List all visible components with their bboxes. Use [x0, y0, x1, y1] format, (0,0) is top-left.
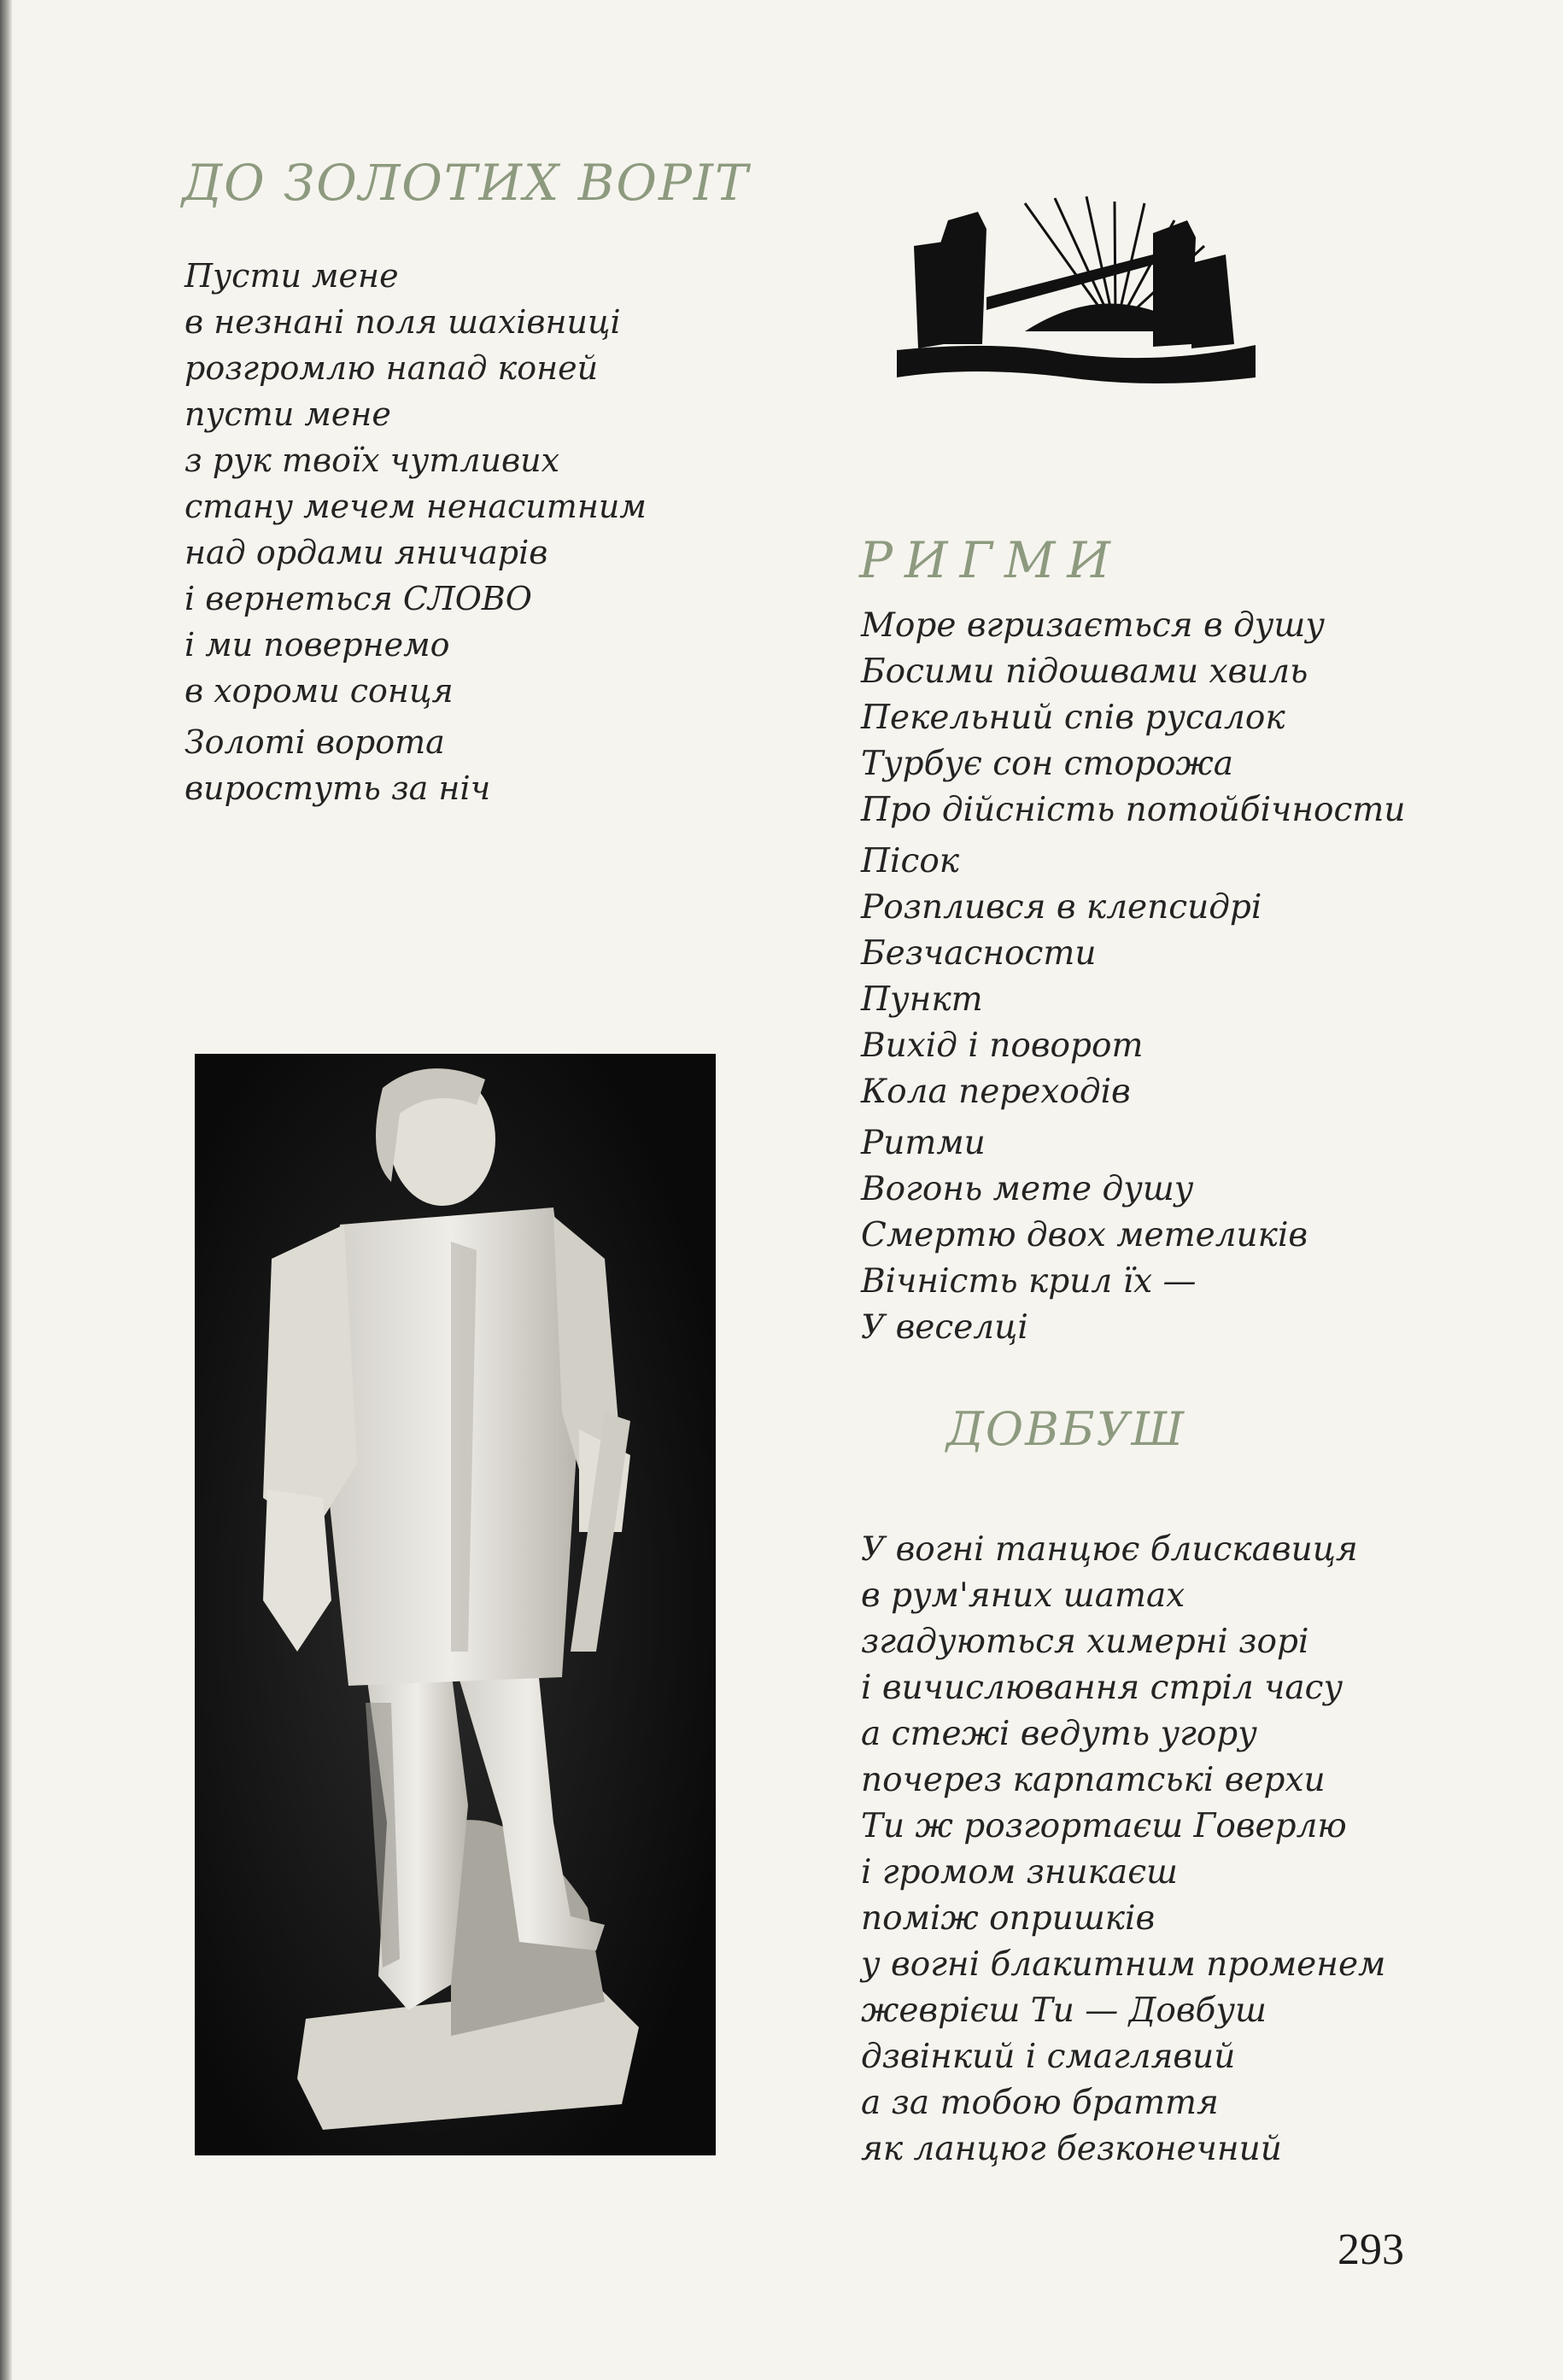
poem-line: згадуються химерні зорі — [861, 1623, 1309, 1661]
poem-line: Вічність крил їх — — [861, 1262, 1197, 1301]
poem-line: і вичислювання стріл часу — [861, 1669, 1343, 1707]
dovbush-statue-photo — [195, 1054, 716, 2155]
poem-line: почерез карпатські верхи — [861, 1761, 1326, 1799]
poem-line: Пункт — [861, 980, 983, 1019]
poem-line: пусти мене — [184, 395, 391, 433]
poem-title-ryhmy: РИГМИ — [859, 531, 1122, 589]
poem-line: Вогонь мете душу — [861, 1170, 1194, 1208]
page-number: 293 — [1338, 2225, 1404, 2274]
poem-line: поміж опришків — [861, 1899, 1156, 1938]
page-binding-edge — [0, 0, 12, 2380]
poem-line: Турбує сон сторожа — [861, 745, 1234, 783]
poem-lines-ryhmy — [861, 603, 1405, 1351]
poem-line: Золоті ворота — [184, 723, 445, 761]
poem-line: з рук твоїх чутливих — [184, 441, 560, 479]
poem-line: Кола переходів — [861, 1073, 1131, 1111]
poem-line: розгромлю напад коней — [184, 349, 599, 387]
poem-line: Пісок — [861, 842, 960, 880]
poem-line: в рум'яних шатах — [861, 1576, 1185, 1615]
poem-line: а стежі ведуть угору — [861, 1715, 1257, 1753]
poem-line: і ми повернемо — [184, 626, 450, 664]
poem-line: Смертю двох метеликів — [861, 1216, 1308, 1254]
poem-title-dovbush: ДОВБУШ — [946, 1402, 1186, 1456]
poem-line: і вернеться СЛОВО — [184, 580, 532, 617]
poem-line: Пекельний спів русалок — [861, 699, 1285, 737]
poem-line: над ордами яничарів — [184, 534, 548, 571]
poem-line: як ланцюг безконечний — [861, 2130, 1282, 2168]
poem-line: стану мечем ненаситним — [184, 488, 647, 525]
poem-line: Пусти мене — [184, 257, 399, 295]
poem-lines-do-zolotykh-vorit — [184, 253, 647, 811]
poem-line: Розплився в клепсидрі — [861, 888, 1262, 927]
poem-line: жеврієш Ти — Довбуш — [861, 1991, 1267, 2030]
poem-line: Ритми — [861, 1124, 986, 1162]
poem-line: в хороми сонця — [184, 672, 454, 710]
golden-gate-emblem-icon — [897, 195, 1256, 400]
poem-line: У вогні танцює блискавиця — [861, 1530, 1358, 1569]
poem-lines-dovbush — [861, 1527, 1385, 2172]
poem-line: Море вгризається в душу — [861, 606, 1325, 645]
poem-line: в незнані поля шахівниці — [184, 303, 621, 341]
poem-line: у вогні блакитним променем — [861, 1945, 1386, 1984]
poem-line: У веселці — [861, 1308, 1028, 1347]
poem-line: дзвінкий і смаглявий — [861, 2038, 1236, 2076]
poem-line: Ти ж розгортаєш Говерлю — [861, 1807, 1347, 1845]
poem-title-do-zolotykh-vorit: ДО ЗОЛОТИХ ВОРІТ — [182, 154, 750, 212]
poem-line: виростуть за ніч — [184, 769, 491, 807]
poem-line: Вихід і поворот — [861, 1026, 1144, 1065]
poem-line: Безчасности — [861, 934, 1097, 973]
poem-line: Про дійсність потойбічности — [861, 791, 1406, 829]
poem-line: і громом зникаєш — [861, 1853, 1178, 1892]
poem-line: а за тобою браття — [861, 2084, 1219, 2122]
poem-line: Босими підошвами хвиль — [861, 652, 1308, 691]
